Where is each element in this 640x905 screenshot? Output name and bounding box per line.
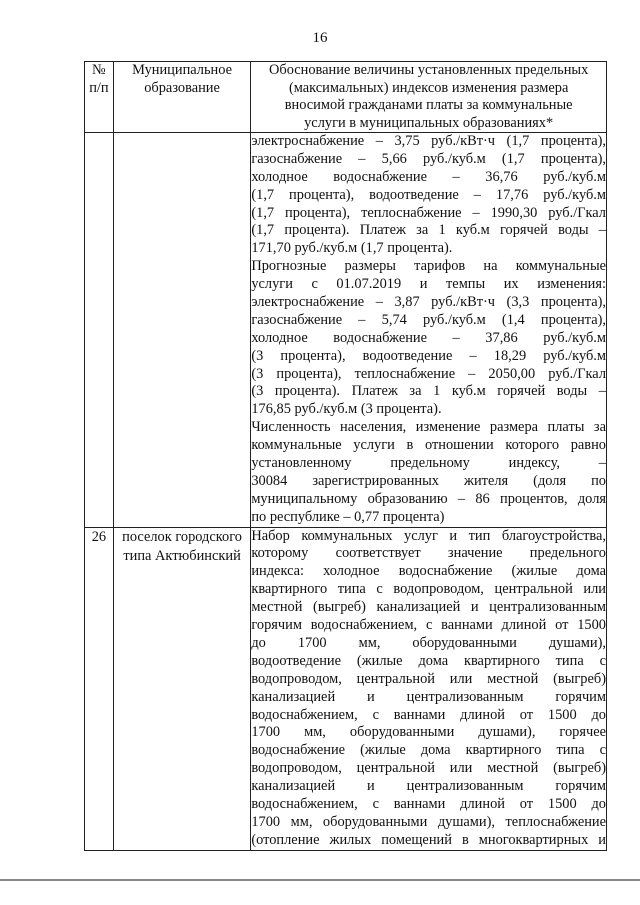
text-line: местной (выгреб) канализацией и централизованным [251,599,606,616]
header-num: № п/п [85,62,114,133]
text-line: газоснабжение – 5,74 руб./куб.м (1,4 процента), [251,311,606,328]
text-line: 176,85 руб./куб.м (3 процента). [251,401,442,418]
text-line: коммунальные услуги в отношении которого равно [251,437,606,454]
header-municipality: Муниципальное образование [113,62,251,133]
text-line: Набор коммунальных услуг и тип благоустройства, [251,527,606,544]
text-line: (1,7 процента), теплоснабжение – 1990,30 руб./Гкал [251,204,606,221]
text-line: холодное водоснабжение – 37,86 руб./куб.м [251,329,606,346]
text-line: горячим водоснабжением, с ваннами длиной от 1500 [251,617,606,634]
tariff-table [84,61,607,851]
text-line: услуги с 01.07.2019 и темпы их изменения: [251,276,606,293]
row-number [85,133,114,528]
text-line: которому соответствует значение предельного [251,545,606,562]
text-line: водоснабжение (жилые дома квартирного типа с [251,742,606,759]
text-line: 30084 зарегистрированных жителя (доля по [251,472,606,489]
text-line: канализацией и централизованным горячим [251,688,606,705]
row-municipality [113,133,251,528]
table-header-row [85,62,607,133]
text-line: 1700 мм, оборудованными душами), горячее [251,724,606,741]
text-line: муниципальному образованию – 86 процентов, доля [251,490,606,507]
header-justification-line: услуги в муниципальных образованиях* [304,114,554,131]
header-justification-line: (максимальных) индексов изменения размера [288,79,569,96]
text-line: индекса: холодное водоснабжение (жилые дома [251,563,606,580]
text-line: по республике – 0,77 процента) [251,508,445,525]
text-line: (3 процента), теплоснабжение – 2050,00 руб./Гкал [251,365,606,382]
text-line: квартирного типа с водопроводом, центральной или [251,581,606,598]
row-number: 26 [85,527,114,850]
text-line: электроснабжение – 3,87 руб./кВт·ч (3,3 процента), [251,294,606,311]
text-line: (1,7 процента). Платеж за 1 куб.м горячей воды – [251,222,606,239]
text-line: 1700 мм, оборудованными душами), теплоснабжение [251,813,606,830]
header-justification [251,62,607,133]
row-justification [251,133,607,528]
row-justification [251,527,607,850]
text-line: Численность населения, изменение размера платы за [251,419,606,436]
table-row [85,527,607,850]
text-line: (3 процента). Платеж за 1 куб.м горячей воды – [251,383,606,400]
text-line: установленному предельному индексу, – [251,455,606,472]
header-justification-line: вносимой гражданами платы за коммунальные [284,97,573,113]
text-line: водопроводом, центральной или местной (выгреб) [251,670,606,687]
text-line: холодное водоснабжение – 36,76 руб./куб.м [251,168,606,185]
text-line: 171,70 руб./куб.м (1,7 процента). [251,240,453,257]
text-line: водоснабжением, с ваннами длиной от 1500 до [251,706,606,723]
text-line: до 1700 мм, оборудованными душами), [251,634,606,651]
scan-edge-line [0,879,640,881]
text-line: водоснабжением, с ваннами длиной от 1500 до [251,795,606,812]
text-line: электроснабжение – 3,75 руб./кВт·ч (1,7 процента), [251,133,606,149]
row-municipality: поселок городского типа Актюбинский [113,527,251,850]
text-line: (3 процента), водоотведение – 18,29 руб./куб.м [251,347,606,364]
text-line: (1,7 процента), водоотведение – 17,76 руб./куб.м [251,186,606,203]
text-line: водопроводом, центральной или местной (выгреб) [251,760,606,777]
text-line: (отопление жилых помещений в многоквартирных и [251,831,606,848]
text-line: канализацией и централизованным горячим [251,778,606,795]
header-justification-line: Обоснование величины установленных предельных [269,62,589,78]
text-line: газоснабжение – 5,66 руб./куб.м (1,7 процента), [251,150,606,167]
text-line: водоотведение (жилые дома квартирного типа с [251,652,606,669]
text-line: Прогнозные размеры тарифов на коммунальные [251,258,606,275]
page-number: 16 [312,30,328,46]
table-row [85,133,607,528]
